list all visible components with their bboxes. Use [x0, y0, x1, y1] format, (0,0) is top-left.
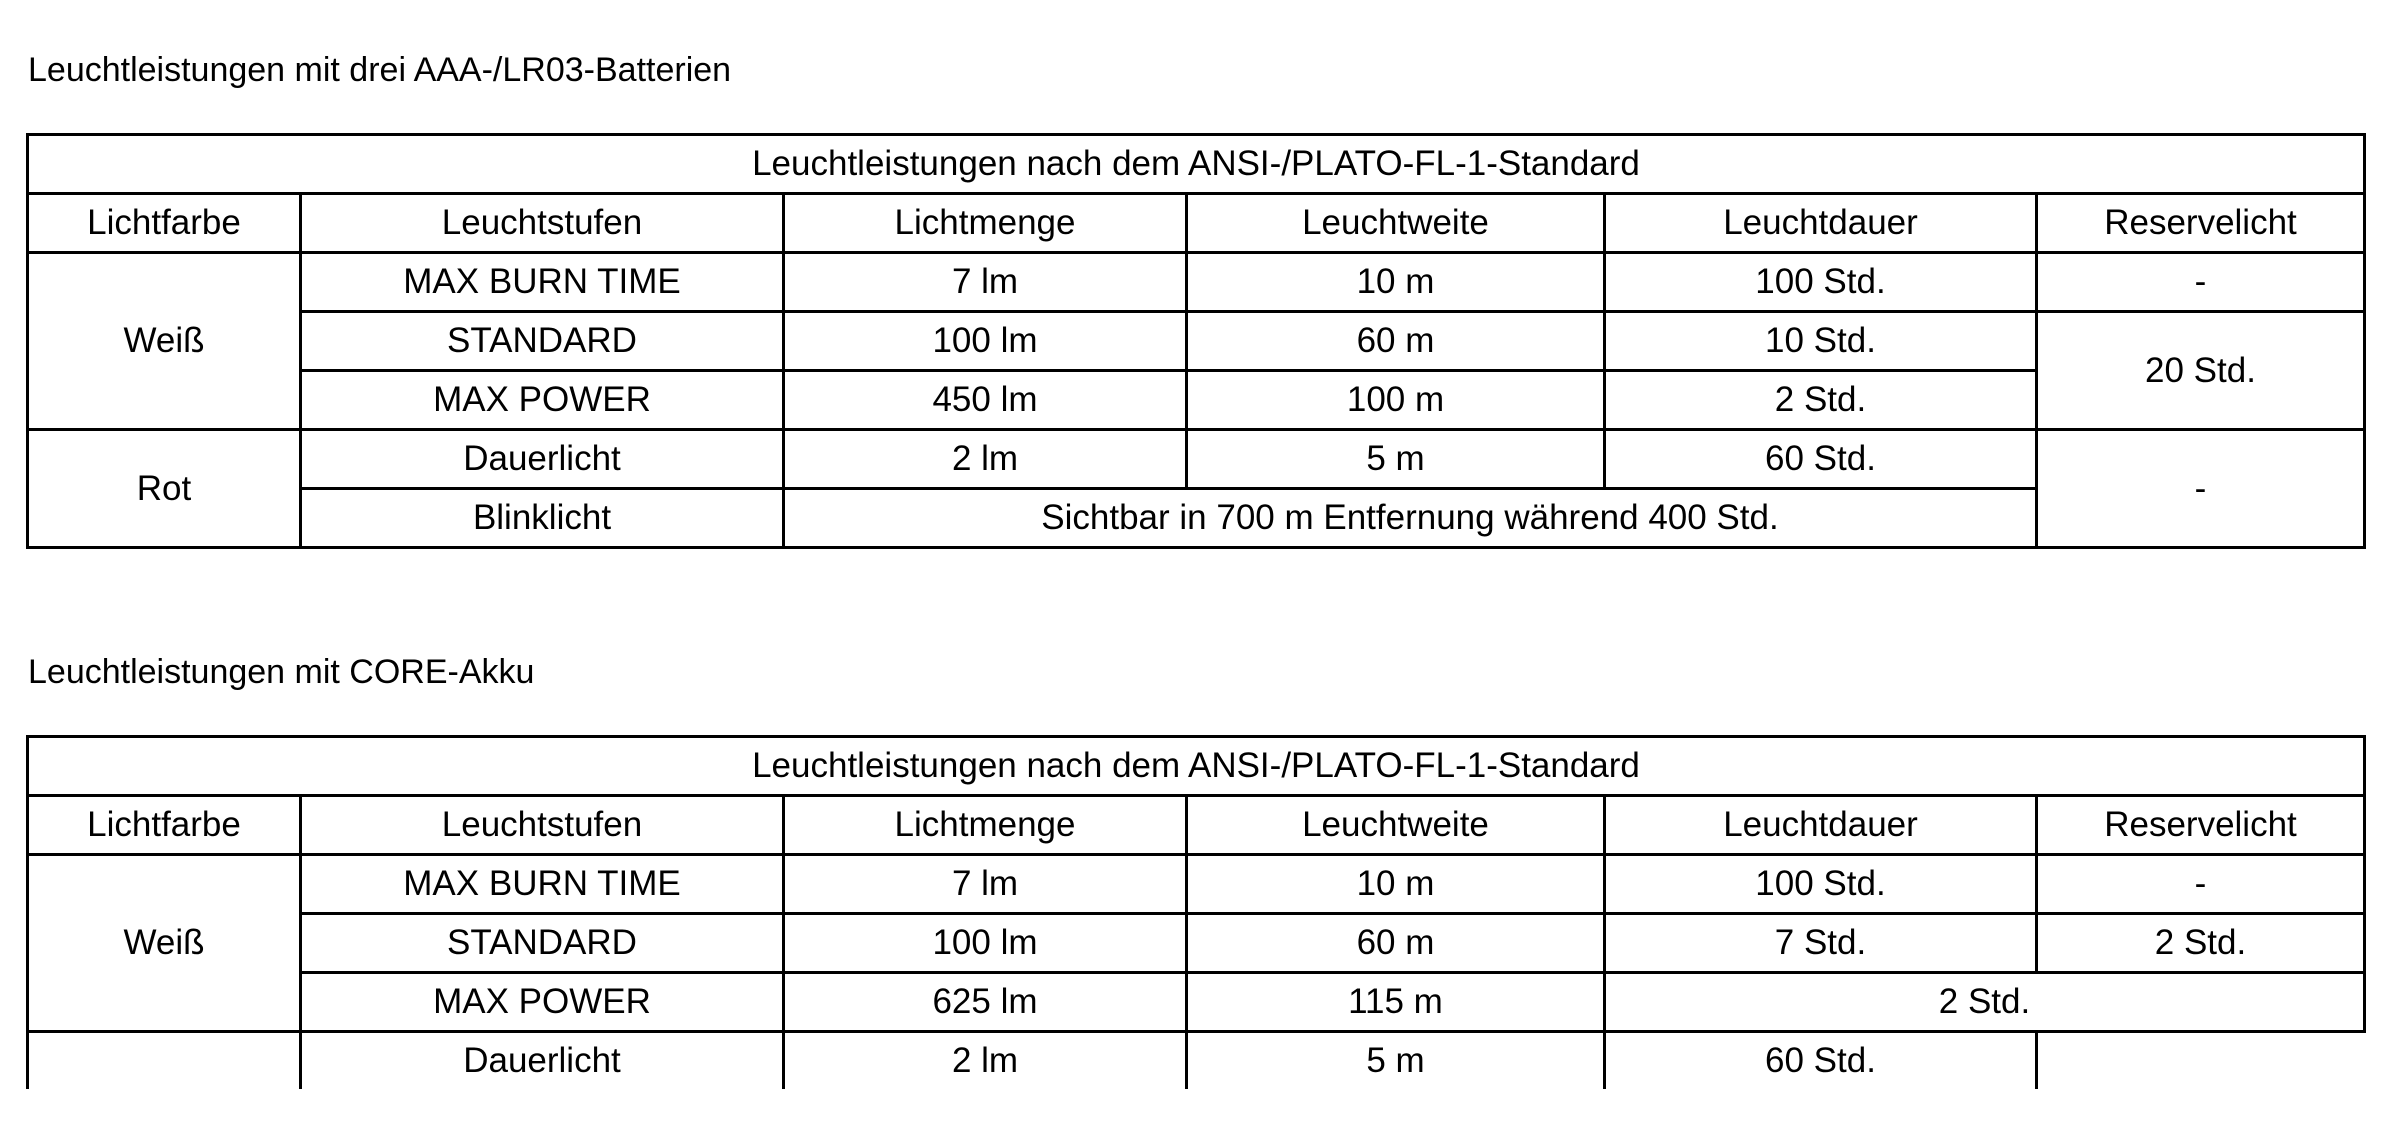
table-title-row — [28, 737, 2365, 796]
header-lichtmenge: Lichtmenge — [784, 796, 1187, 855]
range-cell: 60 m — [1187, 312, 1605, 371]
table-row — [28, 855, 2365, 914]
performance-table-core-akku — [26, 735, 2366, 1089]
level-cell: Blinklicht — [301, 489, 784, 548]
header-leuchtweite: Leuchtweite — [1187, 194, 1605, 253]
header-leuchtstufen: Leuchtstufen — [301, 796, 784, 855]
section-caption-core-akku: Leuchtleistungen mit CORE-Akku — [28, 653, 535, 691]
lumen-cell: 450 lm — [784, 371, 1187, 430]
lumen-cell: 100 lm — [784, 312, 1187, 371]
table-row — [28, 312, 2365, 371]
reserve-cell: 20 Std. — [2037, 312, 2365, 430]
table-row — [28, 973, 2365, 1032]
duration-reserve-cell: 2 Std. — [1605, 973, 2365, 1032]
header-reservelicht: Reservelicht — [2037, 796, 2365, 855]
duration-cell: 2 Std. — [1605, 371, 2037, 430]
table-row — [28, 489, 2365, 548]
duration-cell: 100 Std. — [1605, 253, 2037, 312]
duration-cell: 60 Std. — [1605, 430, 2037, 489]
light-color-cell — [28, 1032, 301, 1090]
table-header-row — [28, 194, 2365, 253]
duration-cell: 7 Std. — [1605, 914, 2037, 973]
table-row — [28, 1032, 2365, 1090]
light-color-cell: Rot — [28, 430, 301, 548]
range-cell: 115 m — [1187, 973, 1605, 1032]
blink-visibility-cell: Sichtbar in 700 m Entfernung während 400 Std. — [784, 489, 2037, 548]
level-cell: Dauerlicht — [301, 430, 784, 489]
reserve-cell: - — [2037, 430, 2365, 548]
level-cell: MAX BURN TIME — [301, 253, 784, 312]
lumen-cell: 2 lm — [784, 430, 1187, 489]
lumen-cell: 100 lm — [784, 914, 1187, 973]
level-cell: MAX BURN TIME — [301, 855, 784, 914]
header-lichtmenge: Lichtmenge — [784, 194, 1187, 253]
table-row — [28, 371, 2365, 430]
section-caption-batteries: Leuchtleistungen mit drei AAA-/LR03-Batterien — [28, 51, 732, 89]
level-cell: Dauerlicht — [301, 1032, 784, 1090]
range-cell: 10 m — [1187, 253, 1605, 312]
table-row — [28, 430, 2365, 489]
header-leuchtdauer: Leuchtdauer — [1605, 796, 2037, 855]
light-color-cell: Weiß — [28, 253, 301, 430]
table-row — [28, 253, 2365, 312]
range-cell: 5 m — [1187, 1032, 1605, 1090]
table-title: Leuchtleistungen nach dem ANSI-/PLATO-FL-1-Standard — [28, 737, 2365, 796]
table-row — [28, 914, 2365, 973]
table-header-row — [28, 796, 2365, 855]
range-cell: 100 m — [1187, 371, 1605, 430]
table-title: Leuchtleistungen nach dem ANSI-/PLATO-FL-1-Standard — [28, 135, 2365, 194]
level-cell: MAX POWER — [301, 973, 784, 1032]
reserve-cell: 2 Std. — [2037, 914, 2365, 973]
level-cell: STANDARD — [301, 914, 784, 973]
lumen-cell: 7 lm — [784, 855, 1187, 914]
duration-cell: 60 Std. — [1605, 1032, 2037, 1090]
performance-table-batteries — [26, 133, 2366, 549]
header-leuchtdauer: Leuchtdauer — [1605, 194, 2037, 253]
header-reservelicht: Reservelicht — [2037, 194, 2365, 253]
header-lichtfarbe: Lichtfarbe — [28, 194, 301, 253]
table-title-row — [28, 135, 2365, 194]
level-cell: MAX POWER — [301, 371, 784, 430]
lumen-cell: 7 lm — [784, 253, 1187, 312]
range-cell: 60 m — [1187, 914, 1605, 973]
lumen-cell: 625 lm — [784, 973, 1187, 1032]
duration-cell: 10 Std. — [1605, 312, 2037, 371]
lumen-cell: 2 lm — [784, 1032, 1187, 1090]
light-color-cell: Weiß — [28, 855, 301, 1032]
header-leuchtweite: Leuchtweite — [1187, 796, 1605, 855]
duration-cell: 100 Std. — [1605, 855, 2037, 914]
header-lichtfarbe: Lichtfarbe — [28, 796, 301, 855]
level-cell: STANDARD — [301, 312, 784, 371]
header-leuchtstufen: Leuchtstufen — [301, 194, 784, 253]
reserve-cell: - — [2037, 855, 2365, 914]
range-cell: 5 m — [1187, 430, 1605, 489]
reserve-cell — [2037, 1032, 2365, 1090]
reserve-cell: - — [2037, 253, 2365, 312]
range-cell: 10 m — [1187, 855, 1605, 914]
